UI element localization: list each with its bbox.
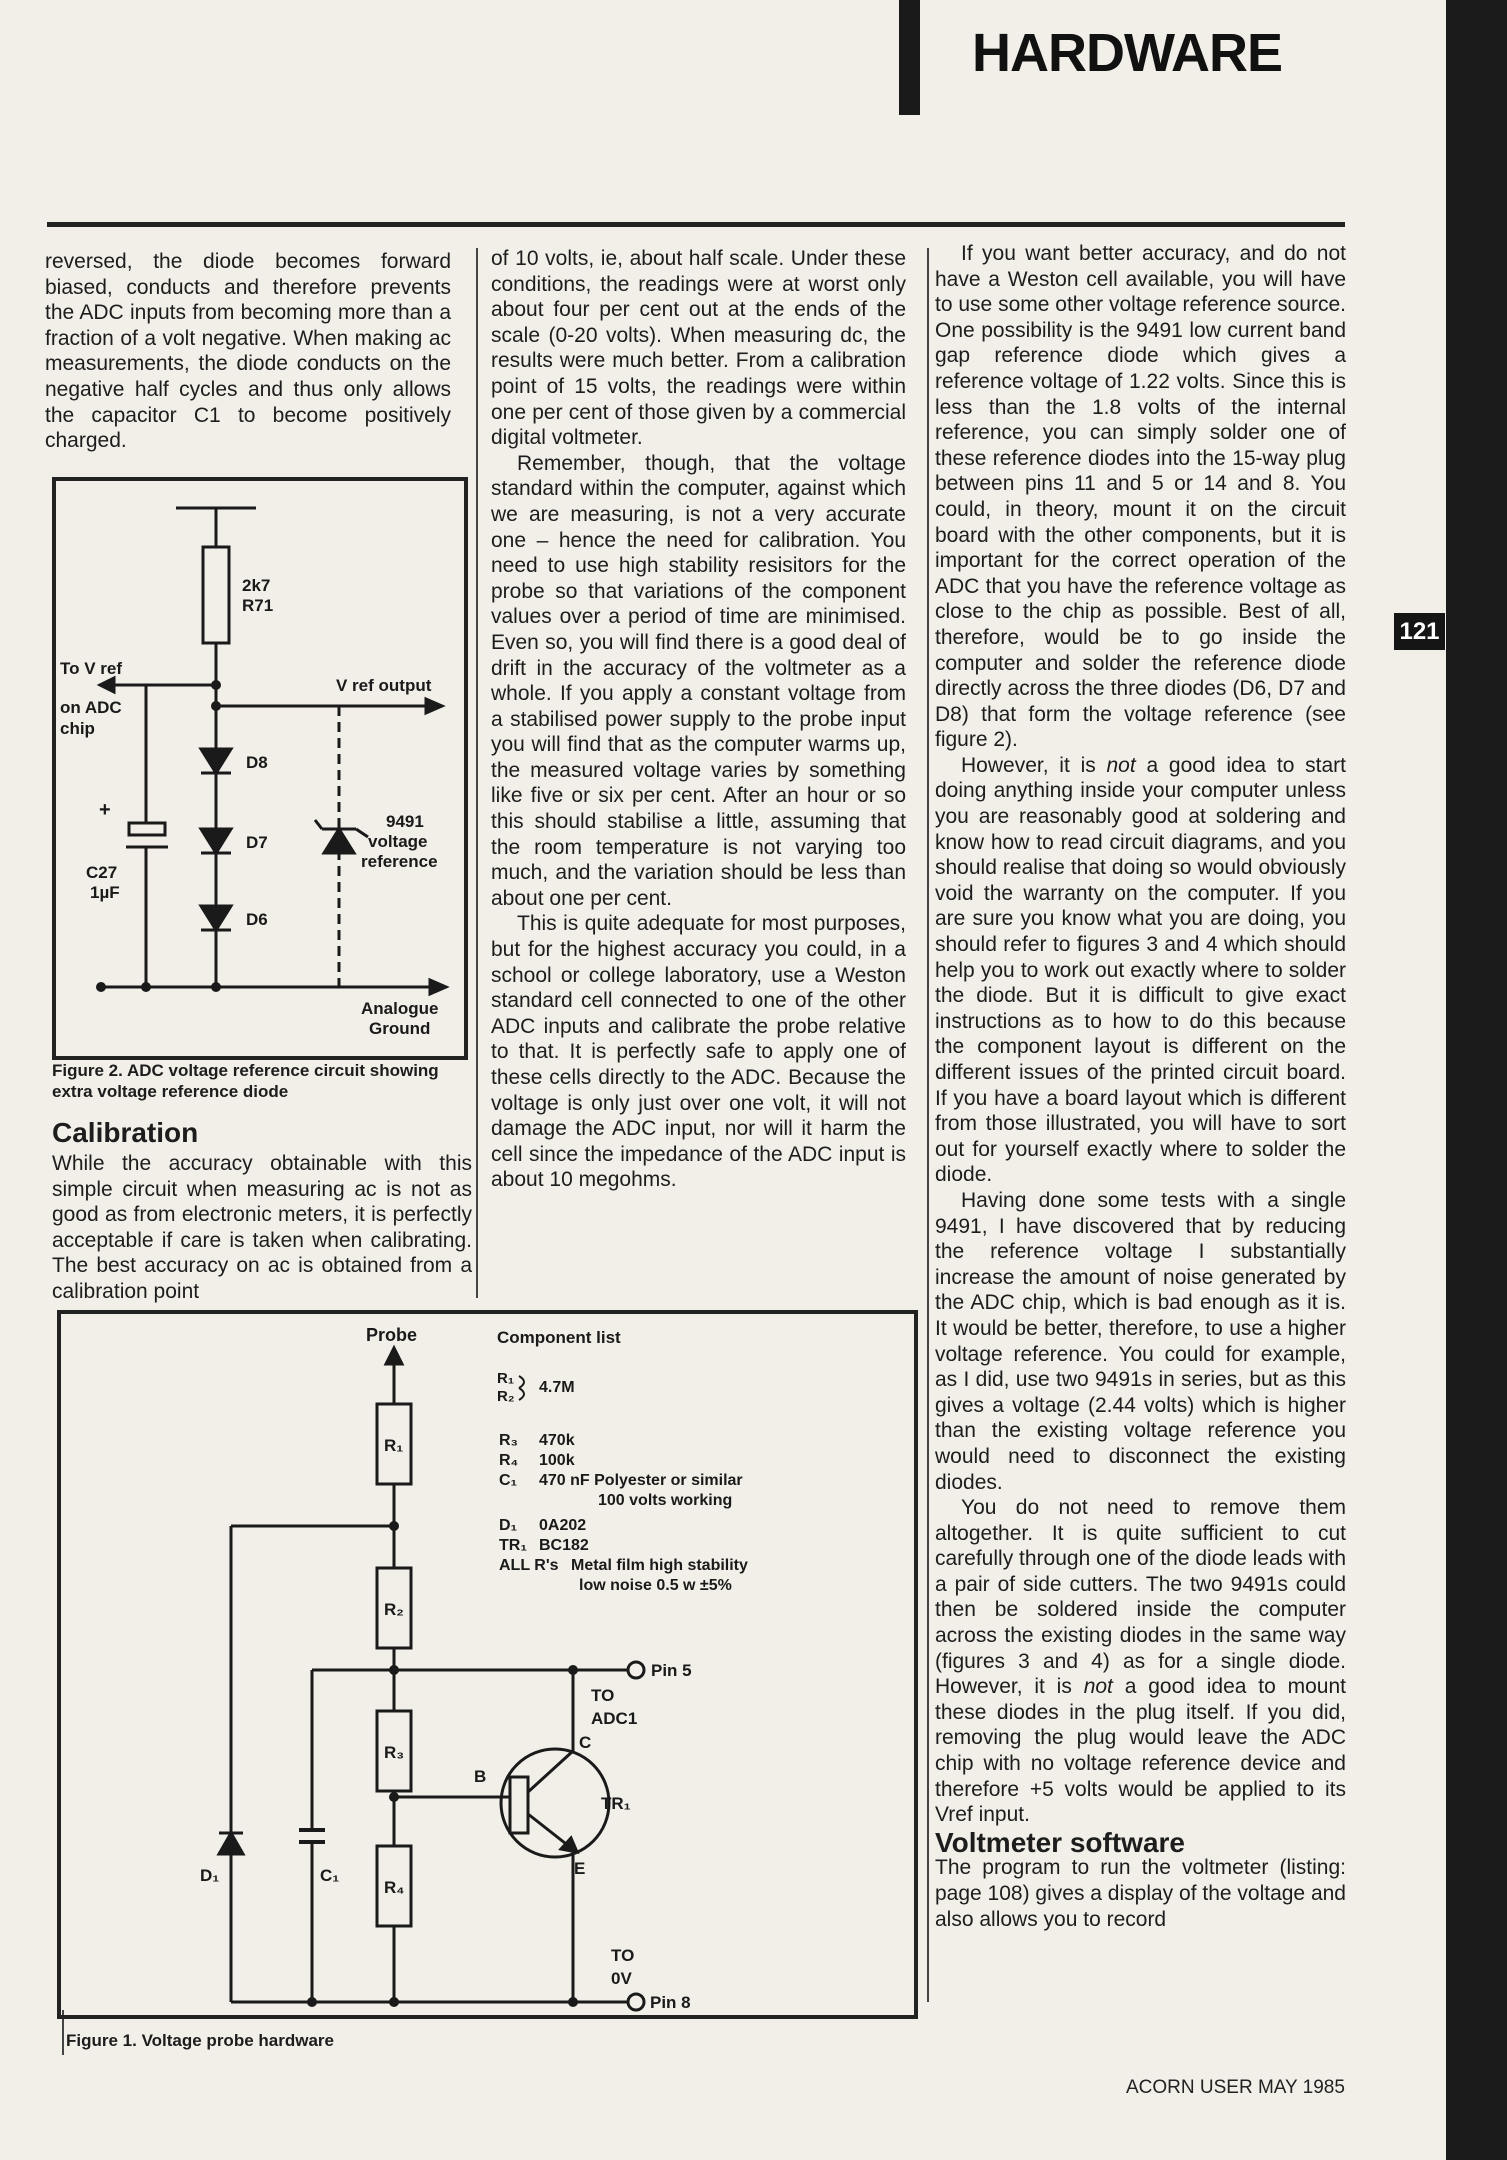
label-d8: D8: [246, 753, 268, 772]
pin5-terminal: [628, 1662, 644, 1678]
emphasis: not: [1106, 753, 1136, 777]
label-voltage: voltage: [368, 832, 428, 851]
paragraph: Having done some tests with a single 9491, I have discovered that by reducing the reference voltage I substantially increase the amount of noise generated by the ADC chip, which is bad enough as it is. It would be better, therefore, to use a higher voltage reference. You could for example, as I did, use two 9491s in series, but as this gives a voltage (2.44 volts) which is higher than the existing voltage reference you would need to disconnect the existing diodes.: [935, 1188, 1346, 1494]
label-c27: C27: [86, 863, 118, 882]
software-heading: Voltmeter software: [935, 1826, 1185, 1858]
component-r12-value: 4.7M: [539, 1379, 575, 1396]
label-r3: R₃: [384, 1743, 405, 1762]
component-part: ALL R's: [499, 1557, 559, 1574]
component-value: 470k: [539, 1432, 575, 1449]
label-r4: R₄: [384, 1878, 405, 1897]
label-to-vref: To V ref: [60, 659, 123, 678]
label-r71-name: R71: [242, 596, 274, 615]
figure1-frame: [57, 1310, 918, 2019]
label-to-adc: TO: [591, 1686, 615, 1705]
label-c27-value: 1µF: [90, 883, 120, 902]
label-reference: reference: [361, 852, 438, 871]
component-r1: R₁: [497, 1370, 515, 1387]
label-analogue: Analogue: [361, 999, 439, 1018]
figure1-diagram: [61, 1314, 914, 2015]
pin8-terminal: [628, 1994, 644, 2010]
component-part: R₄: [499, 1452, 519, 1469]
figure2-frame: [52, 477, 468, 1060]
footer-publication: ACORN USER MAY 1985: [1126, 2077, 1345, 2098]
paragraph: This is quite adequate for most purposes, but for the highest accuracy you could, in a school or college laboratory, use a Weston standard cell connected to one of the other ADC inputs and calibrate the probe relative to that. It is perfectly safe to apply one of these cells directly to the ADC. Because the voltage is only just over one volt, it will not damage the ADC input, nor will it harm the cell since the impedance of the ADC input is about 10 megohms.: [491, 912, 906, 1192]
resistor-r71: [203, 547, 229, 643]
label-adc1: ADC1: [591, 1709, 638, 1728]
figure2-diagram: [56, 481, 464, 1056]
label-emitter: E: [574, 1859, 586, 1878]
header-bar: [899, 0, 920, 115]
calibration-section: [52, 1117, 472, 1305]
label-r71-value: 2k7: [242, 576, 271, 595]
paragraph: [935, 753, 1346, 1188]
label-probe: Probe: [366, 1325, 418, 1345]
label-d1: D₁: [200, 1866, 220, 1885]
diode-d6: [201, 906, 231, 930]
paragraph: If you want better accuracy, and do not have a Weston cell available, you will have to use some other voltage reference source. One possibility is the 9491 low current band gap reference diode which gives a reference voltage of 1.22 volts. Since this is less than the 1.8 volts of the internal reference, you can simply solder one of these reference diodes into the 15-way plug between pins 11 and 5 or 14 and 8. You could, in theory, mount it on the circuit board with the other components, but it is important for the correct operation of the ADC that you have the reference voltage as close to the chip as possible. Best of all, therefore, would be to go inside the computer and solder the reference diode directly across the three diodes (D6, D7 and D8) that form the voltage reference (see figure 2).: [935, 242, 1346, 752]
text-run: a good idea to start doing anything inside your computer unless you are reasonably good at soldering and know how to read circuit diagrams, and you should realise that doing so would obviously void the warranty on the computer. If you are sure you know what you are doing, you should refer to figures 3 and 4 which should help you to work out exactly where to solder the diode. But it is difficult to give exact instructions as to how to do this because the component layout is different on the different issues of the printed circuit board. If you have a board layout which is different from those illustrated, you will have to sort out for yourself exactly where to solder the diode.: [935, 753, 1346, 1187]
component-list-title: Component list: [497, 1328, 621, 1347]
label-c1: C₁: [320, 1866, 340, 1885]
section-title: HARDWARE: [972, 23, 1282, 83]
probe-arrow: [386, 1348, 402, 1364]
calibration-text: While the accuracy obtainable with this simple circuit when measuring ac is not as good as from electronic meters, it is perfectly acceptable if care is taken when calibrating. The best accuracy on ac is obtained from a calibration point: [52, 1152, 472, 1303]
text-run: a good idea to mount these diodes in the plug itself. If you did, removing the plug would leave the ADC chip with no voltage reference device and therefore +5 volts would be applied to its Vref input.: [935, 1675, 1346, 1827]
col2-text: [491, 246, 906, 1193]
label-d7: D7: [246, 833, 268, 852]
paragraph: Remember, though, that the voltage standard within the computer, against which we are measuring, is not a very accurate one – hence the need for calibration. You need to use high stability resisitors for the probe so that variations of the component values over a period of time are minimised. Even so, you will find there is a good deal of drift in the accuracy of the voltmeter as a whole. If you apply a constant voltage from a stabilised power supply to the probe input you will find that as the computer warms up, the measured voltage varies by something like five or six per cent. After an hour or so this should stabilise a little, assuming that the room temperature is not varying too much, and the variation should be less than about one per cent.: [491, 451, 906, 910]
divider-1: [476, 248, 478, 1298]
col1-intro: [45, 249, 451, 454]
label-ground: Ground: [369, 1019, 431, 1038]
label-r2: R₂: [384, 1600, 404, 1619]
text-run: You do not need to remove them altogether. It is quite sufficient to cut carefully through one of the diode leads with a pair of side cutters. The two 9491s could then be soldered inside the computer across the existing diodes in the same way (figures 3 and 4) as for a single diode. However, it is: [935, 1496, 1346, 1699]
label-on-adc: on ADC: [60, 698, 122, 717]
arrow-left: [100, 678, 114, 692]
component-part: C₁: [499, 1472, 518, 1489]
page-edge: [1446, 0, 1507, 2160]
component-part: TR₁: [499, 1537, 527, 1554]
label-9491: 9491: [386, 812, 424, 831]
col3-text: [935, 241, 1346, 1932]
component-part: D₁: [499, 1517, 518, 1534]
label-tr1: TR₁: [601, 1794, 631, 1813]
figure2-caption: Figure 2. ADC voltage reference circuit showing extra voltage reference diode: [52, 1061, 439, 1101]
label-collector: C: [579, 1733, 592, 1752]
arrow-right: [426, 699, 442, 713]
diode-d7: [201, 829, 231, 853]
reference-diode: [324, 829, 354, 853]
label-plus: +: [99, 799, 111, 821]
header-rule: [47, 222, 1345, 227]
label-d6: D6: [246, 910, 268, 929]
transistor-tr1: [501, 1749, 609, 1857]
label-chip: chip: [60, 719, 95, 738]
paragraph: of 10 volts, ie, about half scale. Under these conditions, the readings were at worst only about four per cent out at the ends of the scale (0-20 volts). When measuring dc, the results were much better. From a calibration point of 15 volts, the readings were within one per cent of those given by a commercial digital voltmeter.: [491, 247, 906, 450]
component-value: Metal film high stability: [571, 1557, 748, 1574]
component-value: 100 volts working: [598, 1492, 733, 1509]
component-r2: R₂: [497, 1388, 515, 1405]
page-number: 121: [1394, 613, 1445, 650]
component-value: low noise 0.5 w ±5%: [579, 1577, 732, 1594]
component-value: 0A202: [539, 1517, 587, 1534]
calibration-heading: Calibration: [52, 1117, 199, 1148]
label-0v: 0V: [611, 1969, 632, 1988]
component-value: 470 nF Polyester or similar: [539, 1472, 743, 1489]
label-vref-output: V ref output: [336, 676, 432, 695]
component-value: 100k: [539, 1452, 575, 1469]
label-r1: R₁: [384, 1436, 404, 1455]
label-to-0v: TO: [611, 1946, 635, 1965]
paragraph: reversed, the diode becomes forward biased, conducts and therefore prevents the ADC inputs from becoming more than a fraction of a volt negative. When making ac measurements, the diode conducts on the negative half cycles and thus only allows the capacitor C1 to become positively charged.: [45, 250, 451, 453]
diode-d8: [201, 749, 231, 773]
capacitor-c27: [129, 823, 165, 835]
diode-d1: [219, 1833, 243, 1854]
figure1-caption: Figure 1. Voltage probe hardware: [66, 2031, 334, 2050]
paragraph: The program to run the voltmeter (listing: page 108) gives a display of the voltage and also allows you to record: [935, 1856, 1346, 1931]
divider-2: [927, 248, 929, 2002]
emphasis: not: [1083, 1675, 1113, 1699]
paragraph: [935, 1495, 1346, 1828]
label-base: B: [474, 1767, 487, 1786]
text-run: However, it is: [961, 753, 1107, 777]
component-part: R₃: [499, 1432, 518, 1449]
label-pin8: Pin 8: [650, 1993, 691, 2012]
component-value: BC182: [539, 1537, 589, 1554]
label-pin5: Pin 5: [651, 1661, 692, 1680]
